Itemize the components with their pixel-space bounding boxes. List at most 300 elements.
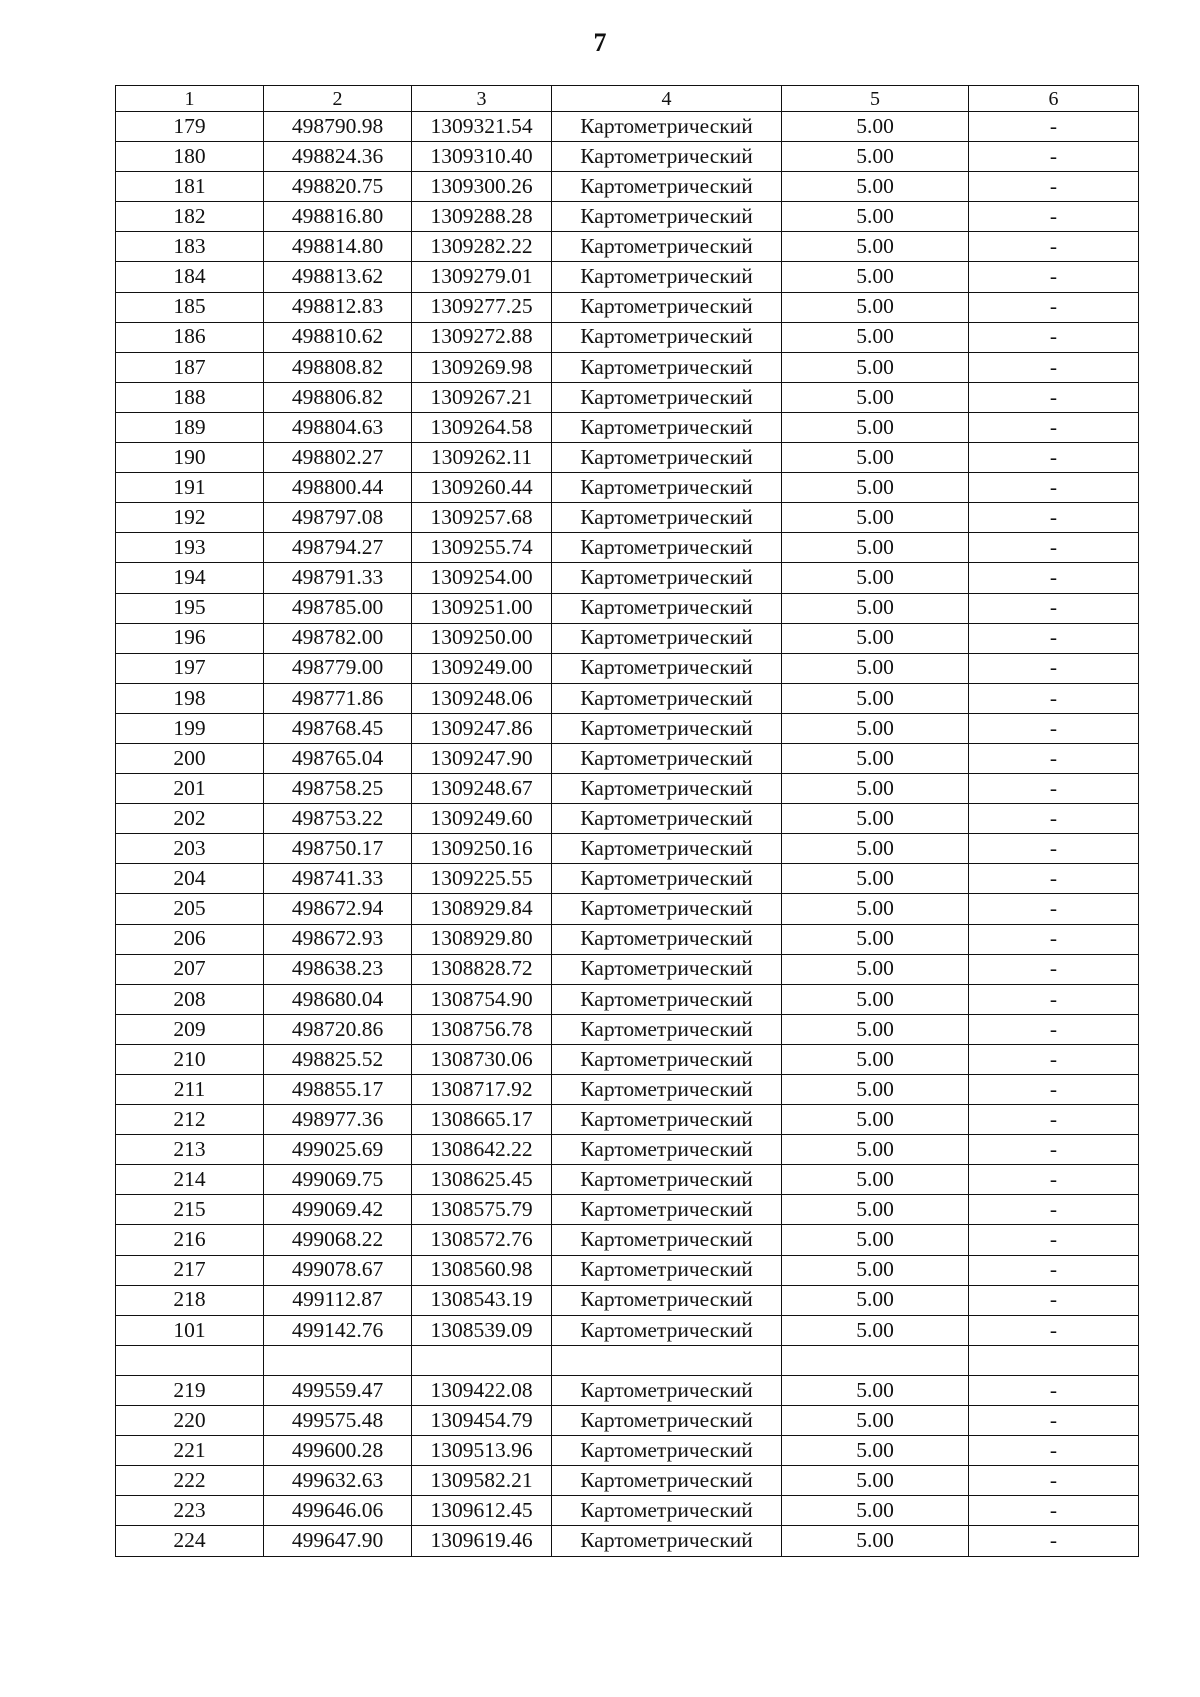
table-cell: 499025.69 — [264, 1135, 412, 1165]
table-cell: 1309247.90 — [412, 743, 552, 773]
table-row — [116, 322, 1139, 352]
table-cell: - — [969, 774, 1139, 804]
table-cell: 219 — [116, 1375, 264, 1405]
table-row — [116, 1315, 1139, 1345]
table-cell: 1308754.90 — [412, 984, 552, 1014]
table-cell: 5.00 — [782, 1466, 969, 1496]
table-cell: 1309248.67 — [412, 774, 552, 804]
table-row — [116, 924, 1139, 954]
table-cell: 1309582.21 — [412, 1466, 552, 1496]
table-cell: 499646.06 — [264, 1496, 412, 1526]
table-cell: Картометрический — [552, 1165, 782, 1195]
table-cell: - — [969, 1285, 1139, 1315]
table-cell: 5.00 — [782, 1105, 969, 1135]
table-cell: Картометрический — [552, 1105, 782, 1135]
table-cell: Картометрический — [552, 412, 782, 442]
table-row — [116, 503, 1139, 533]
table-cell: - — [969, 1014, 1139, 1044]
table-cell: - — [969, 563, 1139, 593]
table-cell: 498810.62 — [264, 322, 412, 352]
table-cell: 5.00 — [782, 1526, 969, 1556]
table-cell: 499559.47 — [264, 1375, 412, 1405]
table-cell: - — [969, 984, 1139, 1014]
table-cell: 194 — [116, 563, 264, 593]
table-cell: 5.00 — [782, 1135, 969, 1165]
table-cell: 498824.36 — [264, 142, 412, 172]
table-cell: 5.00 — [782, 623, 969, 653]
table-cell: 203 — [116, 834, 264, 864]
table-cell: - — [969, 503, 1139, 533]
table-cell: Картометрический — [552, 683, 782, 713]
table-cell: - — [969, 1075, 1139, 1105]
table-cell: - — [969, 593, 1139, 623]
table-cell: 5.00 — [782, 232, 969, 262]
table-cell: 1309277.25 — [412, 292, 552, 322]
table-cell: Картометрический — [552, 834, 782, 864]
table-cell: 499647.90 — [264, 1526, 412, 1556]
table-cell: 5.00 — [782, 1014, 969, 1044]
table-cell: 1308572.76 — [412, 1225, 552, 1255]
table-cell: 5.00 — [782, 1044, 969, 1074]
table-cell: 204 — [116, 864, 264, 894]
table-cell: - — [969, 232, 1139, 262]
table-cell: 5.00 — [782, 834, 969, 864]
table-cell: Картометрический — [552, 533, 782, 563]
table-cell: 498825.52 — [264, 1044, 412, 1074]
table-cell: Картометрический — [552, 864, 782, 894]
table-cell: 498813.62 — [264, 262, 412, 292]
table-cell: Картометрический — [552, 1436, 782, 1466]
table-cell: Картометрический — [552, 1406, 782, 1436]
table-cell: 499069.42 — [264, 1195, 412, 1225]
table-cell: Картометрический — [552, 262, 782, 292]
table-cell: Картометрический — [552, 1526, 782, 1556]
table-row — [116, 774, 1139, 804]
table-cell: 499142.76 — [264, 1315, 412, 1345]
table-cell: 5.00 — [782, 894, 969, 924]
table-cell: 5.00 — [782, 563, 969, 593]
table-row — [116, 1375, 1139, 1405]
table-row — [116, 563, 1139, 593]
table-cell: - — [969, 1315, 1139, 1345]
table-cell: 5.00 — [782, 412, 969, 442]
table-cell: Картометрический — [552, 1044, 782, 1074]
table-cell: 1309619.46 — [412, 1526, 552, 1556]
table-cell: Картометрический — [552, 623, 782, 653]
header-row — [116, 86, 1139, 112]
table-cell: Картометрический — [552, 1466, 782, 1496]
table-cell: - — [969, 1255, 1139, 1285]
table-cell: 179 — [116, 112, 264, 142]
table-cell: 5.00 — [782, 1255, 969, 1285]
table-cell: 498812.83 — [264, 292, 412, 322]
table-cell: 201 — [116, 774, 264, 804]
table-cell: 220 — [116, 1406, 264, 1436]
table-cell: 1309262.11 — [412, 443, 552, 473]
table-cell: 1309251.00 — [412, 593, 552, 623]
table-cell: 499112.87 — [264, 1285, 412, 1315]
table-cell: 499600.28 — [264, 1436, 412, 1466]
table-cell: 1309260.44 — [412, 473, 552, 503]
table-row — [116, 292, 1139, 322]
table-cell: - — [969, 834, 1139, 864]
table-cell: 498806.82 — [264, 382, 412, 412]
table-cell: 499575.48 — [264, 1406, 412, 1436]
table-cell: Картометрический — [552, 112, 782, 142]
table-cell: - — [969, 1044, 1139, 1074]
table-cell: 180 — [116, 142, 264, 172]
table-cell: 1309321.54 — [412, 112, 552, 142]
table-cell: Картометрический — [552, 653, 782, 683]
table-cell: 190 — [116, 443, 264, 473]
table-cell: 498808.82 — [264, 352, 412, 382]
column-header-3: 3 — [412, 86, 552, 112]
table-row — [116, 984, 1139, 1014]
table-cell: 192 — [116, 503, 264, 533]
table-cell: 5.00 — [782, 172, 969, 202]
table-row — [116, 593, 1139, 623]
table-cell — [969, 1345, 1139, 1375]
table-cell: 5.00 — [782, 1436, 969, 1466]
table-cell: 212 — [116, 1105, 264, 1135]
table-cell: - — [969, 1496, 1139, 1526]
table-row — [116, 683, 1139, 713]
table-cell: 499632.63 — [264, 1466, 412, 1496]
table-cell: 5.00 — [782, 112, 969, 142]
page-number: 7 — [593, 28, 607, 57]
table-cell: 1309249.00 — [412, 653, 552, 683]
coordinates-table — [115, 85, 1139, 1557]
table-row — [116, 352, 1139, 382]
table-row — [116, 382, 1139, 412]
table-cell: 5.00 — [782, 804, 969, 834]
table-cell: 209 — [116, 1014, 264, 1044]
table-row — [116, 954, 1139, 984]
table-cell: 498855.17 — [264, 1075, 412, 1105]
table-cell: 186 — [116, 322, 264, 352]
table-cell: 499068.22 — [264, 1225, 412, 1255]
table-cell: 1308717.92 — [412, 1075, 552, 1105]
table-cell: 213 — [116, 1135, 264, 1165]
table-cell: 1309288.28 — [412, 202, 552, 232]
table-row — [116, 1406, 1139, 1436]
table-row — [116, 1466, 1139, 1496]
table-cell: 5.00 — [782, 1195, 969, 1225]
table-cell: 1309267.21 — [412, 382, 552, 412]
table-cell: 205 — [116, 894, 264, 924]
table-cell: Картометрический — [552, 1285, 782, 1315]
table-cell: 5.00 — [782, 1315, 969, 1345]
table-row — [116, 1496, 1139, 1526]
table-cell: 191 — [116, 473, 264, 503]
table-cell: 498720.86 — [264, 1014, 412, 1044]
table-cell: 1309250.00 — [412, 623, 552, 653]
table-cell: - — [969, 172, 1139, 202]
table-cell: Картометрический — [552, 172, 782, 202]
table-row — [116, 262, 1139, 292]
table-cell: 195 — [116, 593, 264, 623]
table-cell: 498794.27 — [264, 533, 412, 563]
table-cell: - — [969, 743, 1139, 773]
table-cell: 498771.86 — [264, 683, 412, 713]
table-cell: 224 — [116, 1526, 264, 1556]
table-cell: Картометрический — [552, 954, 782, 984]
table-cell: - — [969, 202, 1139, 232]
table-cell — [264, 1345, 412, 1375]
table-cell: 498753.22 — [264, 804, 412, 834]
table-row — [116, 1526, 1139, 1556]
table-cell: 1308756.78 — [412, 1014, 552, 1044]
table-row — [116, 653, 1139, 683]
table-cell: 499069.75 — [264, 1165, 412, 1195]
table-cell: 1309300.26 — [412, 172, 552, 202]
table-cell: Картометрический — [552, 713, 782, 743]
table-cell: - — [969, 1195, 1139, 1225]
table-cell: 498804.63 — [264, 412, 412, 442]
table-cell: 5.00 — [782, 954, 969, 984]
table-cell: 5.00 — [782, 1375, 969, 1405]
table-cell: 5.00 — [782, 743, 969, 773]
table-row — [116, 232, 1139, 262]
table-cell: 1308828.72 — [412, 954, 552, 984]
table-cell: 1308730.06 — [412, 1044, 552, 1074]
table-cell: 218 — [116, 1285, 264, 1315]
table-cell: 498785.00 — [264, 593, 412, 623]
table-cell: Картометрический — [552, 1135, 782, 1165]
table-cell: 189 — [116, 412, 264, 442]
table-cell: 181 — [116, 172, 264, 202]
table-cell: Картометрический — [552, 1014, 782, 1044]
table-cell: 498791.33 — [264, 563, 412, 593]
table-cell: 498638.23 — [264, 954, 412, 984]
table-row — [116, 443, 1139, 473]
table-cell: Картометрический — [552, 924, 782, 954]
table-cell: 1308642.22 — [412, 1135, 552, 1165]
table-cell: 214 — [116, 1165, 264, 1195]
table-cell: Картометрический — [552, 292, 782, 322]
table-cell: 1309254.00 — [412, 563, 552, 593]
table-cell: 1309422.08 — [412, 1375, 552, 1405]
table-cell: 1308560.98 — [412, 1255, 552, 1285]
table-cell: - — [969, 1135, 1139, 1165]
table-cell — [552, 1345, 782, 1375]
table-cell: Картометрический — [552, 202, 782, 232]
table-cell: 498758.25 — [264, 774, 412, 804]
table-cell: Картометрический — [552, 563, 782, 593]
table-cell: - — [969, 894, 1139, 924]
table-cell: 200 — [116, 743, 264, 773]
table-cell: 1308539.09 — [412, 1315, 552, 1345]
table-cell: - — [969, 924, 1139, 954]
column-header-4: 4 — [552, 86, 782, 112]
table-row — [116, 1014, 1139, 1044]
table-cell: - — [969, 1406, 1139, 1436]
table-cell: 1309282.22 — [412, 232, 552, 262]
table-cell: - — [969, 473, 1139, 503]
table-cell: 498750.17 — [264, 834, 412, 864]
table-cell: 499078.67 — [264, 1255, 412, 1285]
table-cell: Картометрический — [552, 1255, 782, 1285]
table-row — [116, 1165, 1139, 1195]
table-cell: Картометрический — [552, 1315, 782, 1345]
table-row — [116, 1225, 1139, 1255]
table-cell: 5.00 — [782, 1496, 969, 1526]
table-cell: 498680.04 — [264, 984, 412, 1014]
table-cell: 498672.93 — [264, 924, 412, 954]
table-cell: 5.00 — [782, 713, 969, 743]
table-cell: Картометрический — [552, 774, 782, 804]
table-header — [116, 86, 1139, 112]
table-row — [116, 804, 1139, 834]
table-cell — [412, 1345, 552, 1375]
table-cell: Картометрический — [552, 1075, 782, 1105]
table-cell: 1309250.16 — [412, 834, 552, 864]
table-cell: 1309612.45 — [412, 1496, 552, 1526]
table-cell: - — [969, 112, 1139, 142]
table-cell: - — [969, 954, 1139, 984]
table-row — [116, 743, 1139, 773]
table-cell: Картометрический — [552, 382, 782, 412]
table-cell: Картометрический — [552, 352, 782, 382]
table-cell: 5.00 — [782, 382, 969, 412]
table-cell: 215 — [116, 1195, 264, 1225]
table-body — [116, 112, 1139, 1557]
table-cell: 221 — [116, 1436, 264, 1466]
table-cell: - — [969, 804, 1139, 834]
table-row — [116, 894, 1139, 924]
table-cell: - — [969, 653, 1139, 683]
table-cell: 216 — [116, 1225, 264, 1255]
table-cell: Картометрический — [552, 142, 782, 172]
table-cell: Картометрический — [552, 322, 782, 352]
table-cell: 5.00 — [782, 984, 969, 1014]
table-cell: 5.00 — [782, 142, 969, 172]
table-cell: 1309513.96 — [412, 1436, 552, 1466]
table-cell: 5.00 — [782, 1406, 969, 1436]
table-row — [116, 1195, 1139, 1225]
table-cell: 182 — [116, 202, 264, 232]
table-cell: Картометрический — [552, 984, 782, 1014]
table-cell: - — [969, 623, 1139, 653]
table-cell: - — [969, 412, 1139, 442]
table-cell: - — [969, 533, 1139, 563]
table-cell: 193 — [116, 533, 264, 563]
table-cell: 5.00 — [782, 292, 969, 322]
table-cell: 498800.44 — [264, 473, 412, 503]
table-cell: Картометрический — [552, 743, 782, 773]
table-cell: 1309279.01 — [412, 262, 552, 292]
table-row — [116, 112, 1139, 142]
table-cell: - — [969, 713, 1139, 743]
table-row — [116, 142, 1139, 172]
table-row — [116, 1135, 1139, 1165]
table-cell — [116, 1345, 264, 1375]
table-row — [116, 1105, 1139, 1135]
table-cell: - — [969, 864, 1139, 894]
table-cell: 196 — [116, 623, 264, 653]
table-cell: 5.00 — [782, 533, 969, 563]
table-cell: 1308929.80 — [412, 924, 552, 954]
table-cell: Картометрический — [552, 232, 782, 262]
table-cell: 187 — [116, 352, 264, 382]
table-cell: 5.00 — [782, 1225, 969, 1255]
table-cell: - — [969, 1105, 1139, 1135]
table-cell: 188 — [116, 382, 264, 412]
table-cell: 1308625.45 — [412, 1165, 552, 1195]
table-cell: 498820.75 — [264, 172, 412, 202]
table-cell: - — [969, 1436, 1139, 1466]
table-cell: 498977.36 — [264, 1105, 412, 1135]
table-cell: 210 — [116, 1044, 264, 1074]
table-cell: - — [969, 1526, 1139, 1556]
table-cell: 197 — [116, 653, 264, 683]
table-cell: 5.00 — [782, 1285, 969, 1315]
table-cell: 5.00 — [782, 653, 969, 683]
table-cell: 5.00 — [782, 352, 969, 382]
table-cell: 183 — [116, 232, 264, 262]
table-cell: 5.00 — [782, 774, 969, 804]
table-cell: Картометрический — [552, 1225, 782, 1255]
table-cell: 208 — [116, 984, 264, 1014]
table-cell: 498797.08 — [264, 503, 412, 533]
table-cell: - — [969, 352, 1139, 382]
table-cell: 1309454.79 — [412, 1406, 552, 1436]
table-cell: 5.00 — [782, 683, 969, 713]
table-cell: 185 — [116, 292, 264, 322]
table-row — [116, 623, 1139, 653]
table-row — [116, 1044, 1139, 1074]
table-cell: 211 — [116, 1075, 264, 1105]
column-header-2: 2 — [264, 86, 412, 112]
table-cell: - — [969, 1466, 1139, 1496]
column-header-6: 6 — [969, 86, 1139, 112]
table-cell: 5.00 — [782, 202, 969, 232]
column-header-1: 1 — [116, 86, 264, 112]
table-cell: - — [969, 322, 1139, 352]
table-row — [116, 713, 1139, 743]
table-cell: Картометрический — [552, 473, 782, 503]
table-row — [116, 1075, 1139, 1105]
table-row — [116, 1436, 1139, 1466]
table-cell: - — [969, 142, 1139, 172]
table-cell: 498790.98 — [264, 112, 412, 142]
table-cell: Картометрический — [552, 1375, 782, 1405]
table-row — [116, 864, 1139, 894]
table-cell: Картометрический — [552, 1496, 782, 1526]
table-cell: 1308665.17 — [412, 1105, 552, 1135]
table-cell: - — [969, 1165, 1139, 1195]
table-cell: Картометрический — [552, 894, 782, 924]
table-cell — [782, 1345, 969, 1375]
table-cell: 5.00 — [782, 1075, 969, 1105]
table-row — [116, 202, 1139, 232]
table-row — [116, 412, 1139, 442]
table-cell: 5.00 — [782, 443, 969, 473]
table-cell: 223 — [116, 1496, 264, 1526]
table-row — [116, 834, 1139, 864]
table-cell: 1308929.84 — [412, 894, 552, 924]
table-row — [116, 473, 1139, 503]
table-cell: 217 — [116, 1255, 264, 1285]
table-cell: 1309247.86 — [412, 713, 552, 743]
table-row — [116, 1255, 1139, 1285]
table-cell: 1309310.40 — [412, 142, 552, 172]
table-cell: Картометрический — [552, 503, 782, 533]
table-cell: 5.00 — [782, 593, 969, 623]
table-cell: Картометрический — [552, 593, 782, 623]
table-cell: 5.00 — [782, 322, 969, 352]
table-cell: 1309225.55 — [412, 864, 552, 894]
